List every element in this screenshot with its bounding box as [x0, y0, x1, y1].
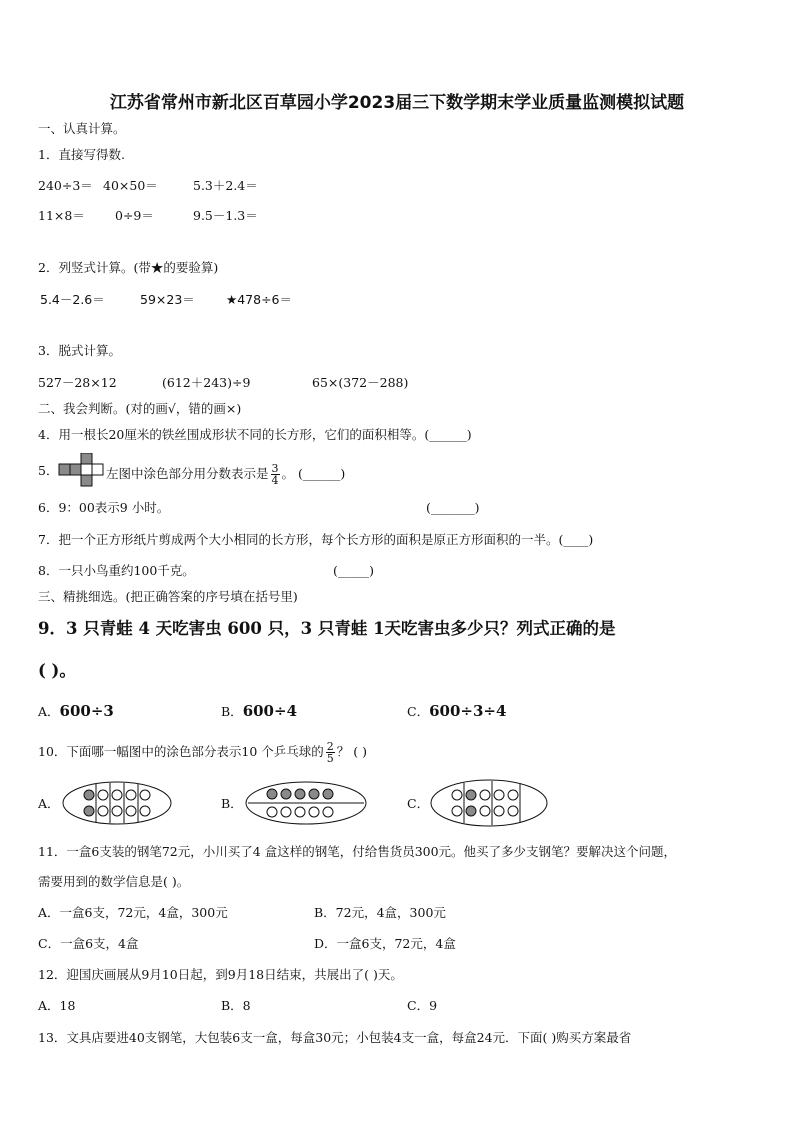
- q3-item: (612＋243)÷9: [162, 375, 251, 390]
- q9-option-value: 600÷3: [59, 702, 114, 720]
- section-2-heading: 二、我会判断。(对的画√，错的画×): [38, 401, 242, 416]
- q5-cell: [81, 464, 92, 475]
- q10-option-c-figure[interactable]: [430, 778, 548, 828]
- q3-heading: 3．脱式计算。: [38, 343, 121, 358]
- q10-denominator: 5: [326, 752, 334, 765]
- q11-option-c[interactable]: C．一盒6支，4盒: [38, 936, 139, 951]
- q9-option-c[interactable]: [407, 703, 506, 720]
- q8-text: 8．一只小鸟重约100千克。: [38, 563, 195, 578]
- q2-heading: 2．列竖式计算。(带★的要验算): [38, 260, 219, 275]
- q5-answer-blank: 。 (______): [281, 466, 346, 481]
- section-3-heading: 三、精挑细选。(把正确答案的序号填在括号里): [38, 589, 298, 604]
- q10-label-c[interactable]: C．: [407, 796, 430, 811]
- q1-item: 5.3＋2.4＝: [193, 178, 258, 193]
- q6-answer-blank: (_______): [426, 500, 480, 515]
- q9-option-value: 600÷4: [242, 702, 298, 720]
- q2-item: 59×23＝: [140, 292, 195, 307]
- q10-option-a-figure[interactable]: [62, 780, 172, 826]
- q12-option-c[interactable]: C．9: [407, 998, 438, 1013]
- q10-text: [38, 741, 367, 764]
- q9-option-label: B．: [221, 704, 243, 719]
- page-title: 江苏省常州市新北区百草园小学2023届三下数学期末学业质量监测模拟试题: [109, 93, 685, 113]
- q12-option-b[interactable]: B．8: [221, 998, 251, 1013]
- q2-item: ★478÷6＝: [226, 292, 292, 307]
- q7-text: 7．把一个正方形纸片剪成两个大小相同的长方形，每个长方形的面积是原正方形面积的一半。(____): [38, 532, 594, 547]
- section-1-heading: 一、认真计算。: [38, 121, 126, 136]
- q1-item: 240÷3＝: [38, 178, 93, 193]
- q10-statement: 10．下面哪一幅图中的涂色部分表示10 个乒乓球的: [38, 744, 324, 759]
- q5-statement: 左图中涂色部分用分数表示是: [106, 466, 269, 481]
- q11-option-a[interactable]: A．一盒6支，72元，4盒，300元: [38, 905, 228, 920]
- q5-cell: [59, 464, 70, 475]
- q1-heading: 1．直接写得数.: [38, 147, 125, 162]
- q9-answer-blank: ( )。: [38, 661, 76, 680]
- q5-numerator: 3: [271, 462, 279, 475]
- q12-text: 12．迎国庆画展从9月10日起，到9月18日结束，共展出了( )天。: [38, 967, 403, 982]
- q10-label-a[interactable]: A．: [38, 796, 60, 811]
- q5-cell: [92, 464, 103, 475]
- q8-answer-blank: (_____): [333, 563, 375, 578]
- q2-item: 5.4－2.6＝: [40, 292, 105, 307]
- q1-item: 9.5－1.3＝: [193, 208, 258, 223]
- q9-option-a[interactable]: [38, 703, 114, 720]
- q9-option-label: C．: [407, 704, 430, 719]
- q3-item: 527－28×12: [38, 375, 117, 390]
- q5-text: [106, 463, 345, 486]
- q5-cell: [81, 453, 92, 464]
- q3-item: 65×(372－288): [312, 375, 409, 390]
- q5-number: 5．: [38, 463, 59, 478]
- q11-option-b[interactable]: B．72元，4盒，300元: [314, 905, 446, 920]
- q10-numerator: 2: [326, 740, 334, 753]
- q1-item: 11×8＝: [38, 208, 85, 223]
- q9-text: 9．3 只青蛙 4 天吃害虫 600 只，3 只青蛙 1天吃害虫多少只？列式正确的是: [38, 619, 616, 638]
- q9-option-value: 600÷3÷4: [429, 702, 507, 720]
- q11-option-d[interactable]: D．一盒6支，72元，4盒: [314, 936, 456, 951]
- q10-fraction: [326, 741, 335, 764]
- q12-option-a[interactable]: A．18: [38, 998, 76, 1013]
- q9-option-b[interactable]: [221, 703, 297, 720]
- q11-text: 11．一盒6支装的钢笔72元，小川买了4 盒这样的钢笔，付给售货员300元。他买了多少支钢笔？要解决这个问题，: [38, 844, 677, 859]
- q4-text: 4．用一根长20厘米的铁丝围成形状不同的长方形，它们的面积相等。(______): [38, 427, 472, 442]
- q10-answer-blank: ？ ( ): [336, 744, 367, 759]
- q10-option-b-figure[interactable]: [245, 780, 367, 826]
- q11-text-line2: 需要用到的数学信息是( )。: [38, 874, 190, 889]
- q1-item: 0÷9＝: [115, 208, 154, 223]
- q5-denominator: 4: [271, 474, 279, 487]
- q5-fraction: [271, 463, 280, 486]
- q9-option-label: A．: [38, 704, 60, 719]
- q10-label-b[interactable]: B．: [221, 796, 243, 811]
- q6-text: 6．9：00表示9 小时。: [38, 500, 170, 515]
- q5-figure: [58, 453, 106, 487]
- q13-text: 13．文具店要进40支钢笔，大包装6支一盒，每盒30元；小包装4支一盒，每盒24元．下面( )购买方案最省: [38, 1030, 632, 1045]
- q5-cell: [81, 475, 92, 486]
- q5-cell: [70, 464, 81, 475]
- q1-item: 40×50＝: [103, 178, 158, 193]
